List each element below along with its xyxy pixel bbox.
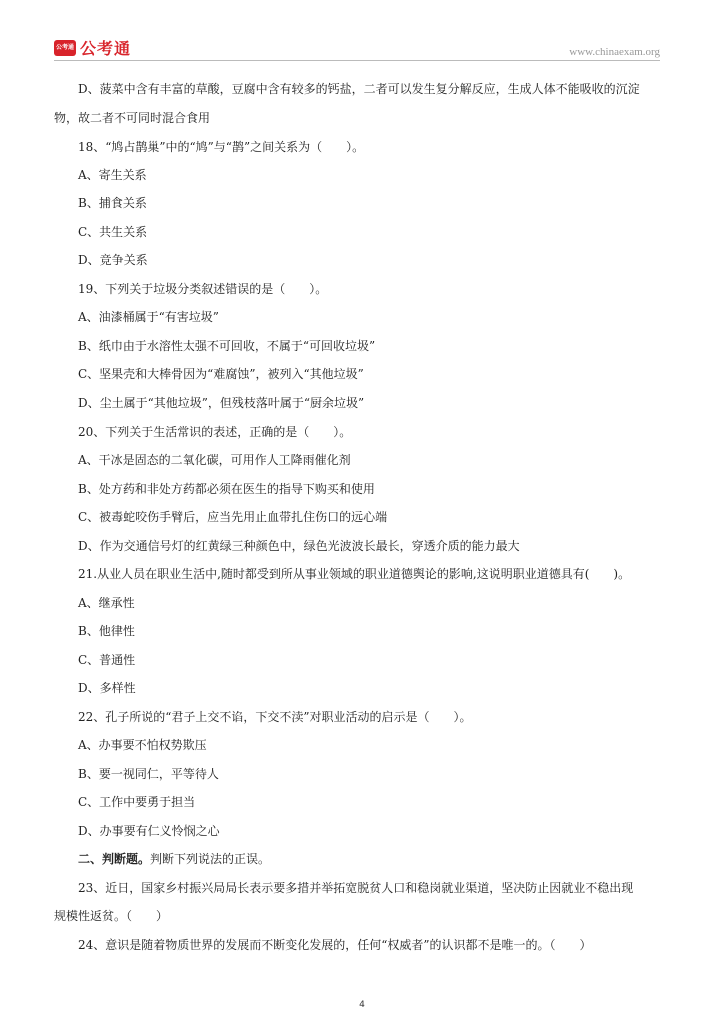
text-line: C、普通性 bbox=[54, 653, 136, 667]
section-heading-rest: 判断下列说法的正误。 bbox=[150, 852, 271, 866]
text-line: C、工作中要勇于担当 bbox=[54, 795, 196, 809]
text-line: B、捕食关系 bbox=[54, 196, 147, 210]
page-header bbox=[54, 36, 660, 60]
text-line: D、竞争关系 bbox=[54, 253, 148, 267]
text-line: D、办事要有仁义怜悯之心 bbox=[54, 824, 220, 838]
text-line: C、被毒蛇咬伤手臂后，应当先用止血带扎住伤口的远心端 bbox=[54, 510, 388, 524]
text-line: 21.从业人员在职业生活中,随时都受到所从事业领域的职业道德舆论的影响,这说明职业道德具有( )。 bbox=[54, 567, 631, 581]
text-line: D、多样性 bbox=[54, 681, 136, 695]
text-line: 19、下列关于垃圾分类叙述错误的是（ ）。 bbox=[54, 282, 328, 296]
text-line: 22、孔子所说的“君子上交不谄，下交不渎”对职业活动的启示是（ ）。 bbox=[54, 710, 472, 724]
text-line: B、要一视同仁，平等待人 bbox=[54, 767, 219, 781]
text-line: C、共生关系 bbox=[54, 225, 148, 239]
text-line: B、纸巾由于水溶性太强不可回收，不属于“可回收垃圾” bbox=[54, 339, 376, 353]
text-line: C、坚果壳和大棒骨因为“难腐蚀”，被列入“其他垃圾” bbox=[54, 367, 364, 381]
text-line: 20、下列关于生活常识的表述，正确的是（ ）。 bbox=[54, 425, 352, 439]
logo-badge: 公考通 bbox=[54, 40, 76, 56]
text-line: 物，故二者不可同时混合食用 bbox=[54, 111, 211, 125]
logo-text: 公考通 bbox=[80, 39, 132, 58]
text-line: 18、“鸠占鹊巢”中的“鸠”与“鹊”之间关系为（ ）。 bbox=[54, 140, 365, 154]
text-line: A、干冰是固态的二氧化碳，可用作人工降雨催化剂 bbox=[54, 453, 351, 467]
text-line: A、油漆桶属于“有害垃圾” bbox=[54, 310, 219, 324]
text-line: D、菠菜中含有丰富的草酸，豆腐中含有较多的钙盐，二者可以发生复分解反应，生成人体不能吸收的沉淀 bbox=[54, 82, 640, 96]
text-line: 23、近日，国家乡村振兴局局长表示要多措并举拓宽脱贫人口和稳岗就业渠道，坚决防止因就业不稳出现 bbox=[54, 881, 634, 895]
text-line: 规模性返贫。（ ） bbox=[54, 909, 169, 923]
logo bbox=[54, 36, 131, 59]
text-line: A、寄生关系 bbox=[54, 168, 147, 182]
text-line: D、作为交通信号灯的红黄绿三种颜色中，绿色光波波长最长，穿透介质的能力最大 bbox=[54, 539, 520, 553]
text-line: A、继承性 bbox=[54, 596, 135, 610]
text-line: B、处方药和非处方药都必须在医生的指导下购买和使用 bbox=[54, 482, 375, 496]
section-heading bbox=[54, 852, 270, 867]
text-line: 24、意识是随着物质世界的发展而不断变化发展的，任何“权威者”的认识都不是唯一的。（ ） bbox=[54, 938, 592, 952]
site-url: www.chinaexam.org bbox=[569, 46, 660, 58]
section-heading-bold: 二、判断题。 bbox=[54, 852, 151, 866]
text-line: D、尘土属于“其他垃圾”，但残枝落叶属于“厨余垃圾” bbox=[54, 396, 365, 410]
header-divider bbox=[54, 60, 660, 61]
page-number: 4 bbox=[359, 1000, 365, 1010]
text-line: A、办事要不怕权势欺压 bbox=[54, 738, 207, 752]
text-line: B、他律性 bbox=[54, 624, 135, 638]
